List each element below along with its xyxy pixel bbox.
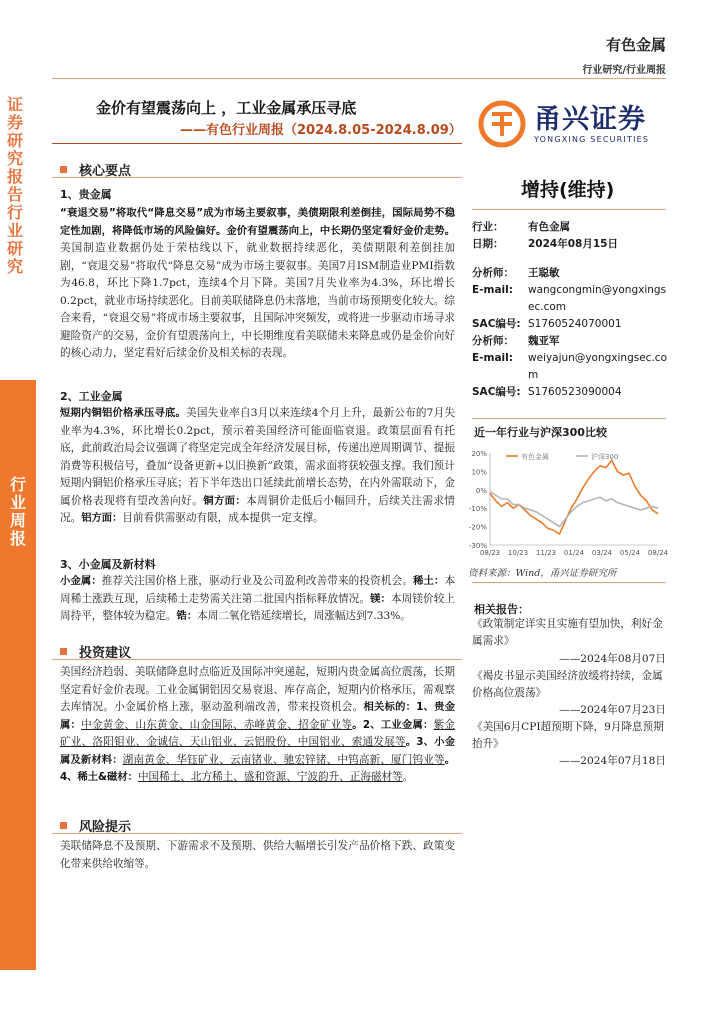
sidebar-band-label: 行业周报 [9, 475, 26, 548]
x-tick-label: 05/24 [619, 549, 641, 557]
key-point: 镁： [370, 592, 391, 605]
paragraph-text: 目前看供需驱动有限，成本提供一定支撑。 [122, 512, 324, 524]
report-header [582, 34, 666, 76]
paragraph-text: 美国失业率自3月以来连续4个月上升，最新公布的7月失业率为4.3%，环比增长0.2pct，预示着美国经济可能面临衰退。政策层面看有托底，此前政治局会议强调了将坚定完成全年经济发展目标，传递出逆周期调节、提振消费等积极信号，叠加“设备更新+以旧换新”政策，需求面将获较强支撑。我们预计短期内铜铝价格承压寻底；若下半年迭出口延续此前增长态势，在内外需联动下，金属价格表现将有望改善向好。 [60, 407, 455, 507]
section-title: 投资建议 [79, 646, 132, 661]
info-label: SAC编号: [472, 318, 521, 330]
sidebar-label: 证券研究报告 行业研究 [6, 95, 23, 276]
chart-title: 近一年行业与沪深300比较 [474, 426, 607, 439]
key-point: 铜方面： [203, 494, 247, 507]
info-label: E-mail: [472, 284, 513, 296]
info-label: 分析师： [472, 335, 514, 347]
y-tick-label: 0% [475, 486, 487, 495]
x-tick-label: 10/23 [507, 549, 529, 557]
rating-divider [472, 209, 666, 210]
bullet-icon [60, 166, 67, 173]
section-divider [52, 833, 462, 834]
analyst-sac: S1760523090004 [528, 386, 622, 398]
subheading-industrial-metals: 2、工业金属 [60, 390, 123, 403]
brand-logo-icon [478, 100, 526, 148]
x-tick-label: 01/24 [563, 549, 585, 557]
analyst-email[interactable]: weiyajun@yongxingsec.com [528, 352, 667, 381]
sidebar-band [0, 380, 36, 970]
related-stocks: 湖南黄金、华钰矿业、云南锗业、驰宏锌锗、中钨高新、厦门钨业等 [122, 753, 445, 766]
related-report[interactable]: 《褐皮书显示美国经济放缓将持续，金属价格高位震荡》 [472, 670, 663, 699]
related-report-date: ——2024年07月18日 [559, 755, 666, 767]
key-point: 小金属： [60, 575, 102, 587]
info-label: E-mail: [472, 352, 513, 364]
legend-label: 有色金属 [521, 453, 549, 461]
key-point: 。3、小金属及新材料： [60, 736, 455, 766]
info-date: 2024年08月15日 [528, 238, 618, 250]
brand-logo [478, 100, 649, 148]
report-info [472, 219, 672, 401]
x-tick-label: 08/23 [479, 549, 501, 557]
x-tick-label: 03/24 [591, 549, 613, 557]
header-sector: 有色金属 [605, 36, 666, 54]
paragraph-text: 本周铜价走低后小幅回升，后续关注需求情况。 [60, 494, 456, 524]
header-divider [52, 78, 666, 79]
related-report-date: ——2024年08月07日 [559, 653, 666, 665]
related-reports-title: 相关报告： [474, 603, 529, 616]
key-point: 。4、稀土&磁材： [60, 753, 456, 783]
title-divider [52, 143, 462, 144]
analyst-sac: S1760524070001 [528, 318, 622, 330]
paragraph-text: 。 [402, 771, 414, 783]
key-point: 。2、工业金属： [352, 718, 434, 731]
section-divider [52, 177, 462, 178]
key-point: 相关标的：1、贵金属： [60, 701, 456, 731]
paragraph-text: 推荐关注国价格上涨，驱动行业及公司盈利改善带来的投资机会。 [101, 575, 414, 587]
info-label: 行业： [472, 221, 504, 233]
key-point: 短期内铜铝价格承压寻底。 [60, 407, 187, 419]
subheading-minor-metals: 3、小金属及新材料 [60, 558, 156, 571]
paragraph-minor-metals [60, 573, 455, 626]
chart-divider [472, 418, 666, 419]
chart-source: 资料来源：Wind，甬兴证券研究所 [468, 568, 617, 579]
y-tick-label: 10% [471, 468, 487, 477]
analyst-name: 魏亚军 [528, 335, 560, 347]
paragraph-text: 本周镁价较上周持平，整体较为稳定。 [60, 592, 456, 622]
related-report-date: ——2024年07月23日 [559, 704, 666, 716]
brand-name: 甬兴证券 [534, 103, 646, 135]
info-label: 日期： [472, 238, 504, 250]
key-point: 锆： [176, 610, 198, 622]
paragraph-text: 美国经济趋弱、美联储降息时点临近及国际冲突递起，短期内贵金属高位震荡，长期坚定看好金价表现。工业金属铜铝因交易衰退、库存高企，短期内价格承压，需观察去库情况。小金属价格上涨，驱动盈利端改善，带来投资机会。 [60, 666, 455, 713]
related-report[interactable]: 《政策制定详实且实施有望加快，利好金属需求》 [472, 618, 663, 647]
paragraph-precious-metals [60, 205, 455, 363]
y-tick-label: -30% [468, 542, 487, 550]
related-stocks: 中国稀土、北方稀土、盛和资源、宁波韵升、正海磁材等 [137, 771, 403, 783]
key-point: 稀土： [413, 575, 445, 587]
comparison-chart [458, 445, 668, 560]
rating: 增持(维持) [521, 179, 615, 201]
analyst-email[interactable]: wangcongmin@yongxingsec.com [528, 284, 667, 313]
paragraph-text: 本周二氧化锆延续增长，周涨幅达到7.33%。 [197, 610, 411, 622]
analyst-name: 王聪敏 [528, 267, 560, 279]
x-tick-label: 08/24 [647, 549, 668, 557]
y-tick-label: -20% [468, 523, 487, 532]
header-type: 行业研究/行业周报 [582, 65, 666, 76]
y-tick-label: -10% [468, 505, 487, 514]
paragraph-text: 本周稀土涨跌互现，后续稀土走势需关注第二批国内指标释放情况。 [60, 575, 456, 605]
section-title: 核心要点 [79, 164, 132, 179]
related-stocks: 紫金矿业、洛阳钼业、金诚信、天山铝业、云铝股份、中国铝业、索通发展等 [60, 718, 456, 748]
section-title: 风险提示 [79, 820, 132, 835]
paragraph-text: 美国制造业数据仍处于荣枯线以下，就业数据持续恶化，美债期限利差倒挂加剧，“衰退交易”将取代“降息交易”成为市场主要叙事。美国7月ISM制造业PMI指数为46.8，环比下降1.7pct，连续4个月下降。美国7月失业率为4.3%，环比增长0.2pct，就业市场持续恶化。目前美联储降息仍未落地，当前市场预期变化较大。综合来看，“衰退交易”将成市场主要叙事，且国际冲突频发，或将进一步驱动市场寻求避险资产的交易，金价有望震荡向上，中长期维度看美联储未来降息或仍是金价向好的核心动力，坚定看好后续金价及相关标的表现。 [60, 242, 455, 359]
legend-label: 沪深300 [591, 453, 619, 461]
report-title: 金价有望震荡向上 ，工业金属承压寻底 [96, 99, 357, 117]
x-tick-label: 11/23 [535, 549, 557, 557]
related-stocks: 中金黄金、山东黄金、山金国际、赤峰黄金、招金矿业等 [81, 718, 353, 731]
paragraph-investment [60, 664, 455, 787]
subheading-precious-metals: 1、贵金属 [60, 188, 112, 201]
y-tick-label: 20% [471, 450, 487, 458]
brand-name-en: YONGXING SECURITIES [534, 134, 650, 144]
series-line [490, 492, 658, 527]
paragraph-risk: 美联储降息不及预期、下游需求不及预期、供给大幅增长引发产品价格下跌、政策变化带来供给收缩等。 [60, 840, 455, 870]
info-label: 分析师： [472, 267, 514, 279]
chart-divider [472, 582, 666, 583]
key-point: 铝方面： [81, 512, 123, 524]
bullet-icon [60, 648, 67, 655]
section-divider [52, 659, 462, 660]
bullet-icon [60, 822, 67, 829]
info-label: SAC编号: [472, 386, 521, 398]
key-point: “衰退交易”将取代“降息交易”成为市场主要叙事，美债期限利差倒挂，国际局势不稳定性加剧，将降低市场的风险偏好。金价有望震荡向上，中长期仍坚定看好金价走势。 [60, 207, 455, 237]
series-line [490, 460, 658, 534]
report-subtitle: ——有色行业周报（2024.8.05-2024.8.09） [180, 123, 462, 138]
paragraph-industrial-metals [60, 405, 455, 528]
info-industry: 有色金属 [528, 221, 570, 233]
related-report[interactable]: 《美国6月CPI超预期下降，9月降息预期抬升》 [472, 721, 664, 750]
